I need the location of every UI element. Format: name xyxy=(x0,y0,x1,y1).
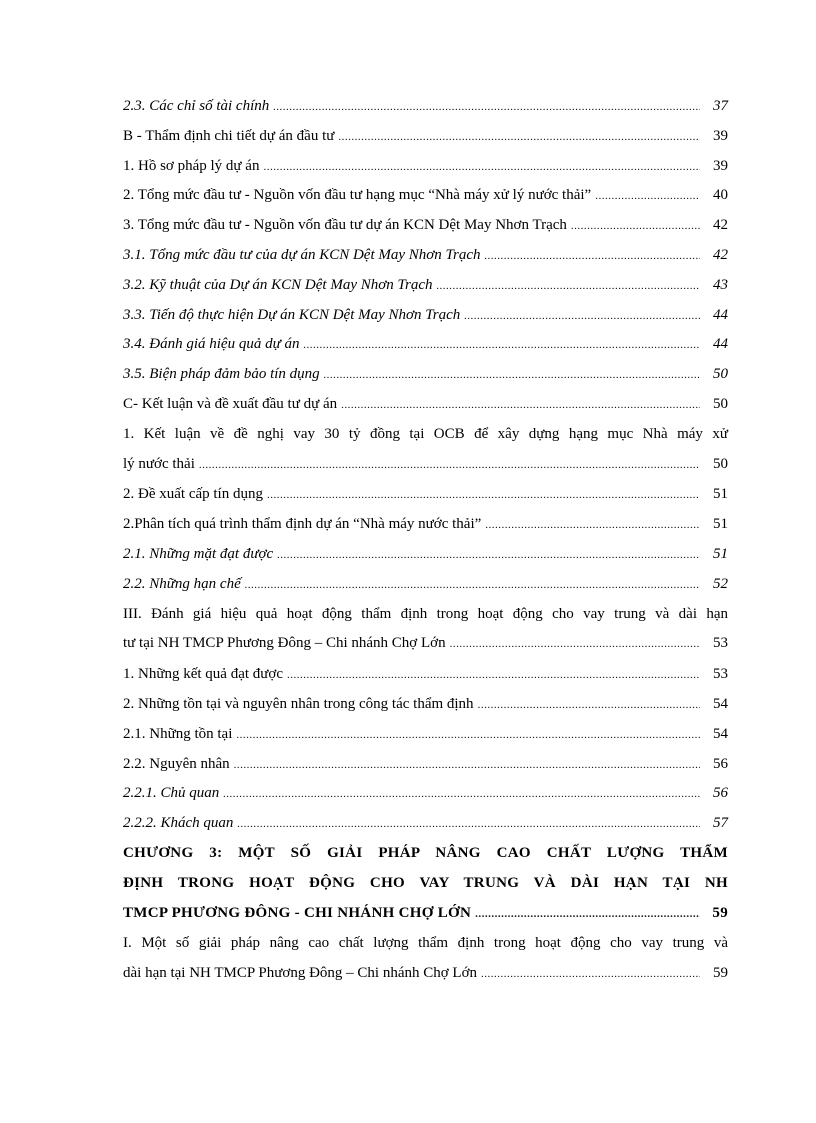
toc-leader-dots xyxy=(485,511,700,541)
toc-page-number: 53 xyxy=(713,635,728,652)
toc-page-number: 54 xyxy=(713,725,728,742)
toc-entry[interactable] xyxy=(123,181,728,211)
toc-leader-dots xyxy=(267,481,700,511)
toc-page-number: 57 xyxy=(713,815,728,832)
toc-entry-text: 2.2.2. Khách quan xyxy=(123,815,234,832)
toc-page-number: 54 xyxy=(713,695,728,712)
toc-leader-dots xyxy=(338,123,700,153)
toc-leader-dots xyxy=(277,541,700,571)
toc-leader-dots xyxy=(478,691,700,721)
toc-page-number: 42 xyxy=(713,246,728,263)
toc-leader-dots xyxy=(199,451,700,481)
toc-entry-text: 3. Tổng mức đầu tư - Nguồn vốn đầu tư dự án KCN Dệt May Nhơn Trạch xyxy=(123,217,567,234)
toc-entry[interactable] xyxy=(123,92,728,122)
toc-page-number: 51 xyxy=(713,516,728,533)
toc-entry-text: 3.5. Biện pháp đảm bảo tín dụng xyxy=(123,366,320,383)
toc-entry-text: 2. Đề xuất cấp tín dụng xyxy=(123,486,263,503)
toc-leader-dots xyxy=(245,571,700,601)
toc-leader-dots xyxy=(464,302,700,332)
toc-page-number: 51 xyxy=(713,486,728,503)
toc-entry[interactable] xyxy=(123,211,728,241)
toc-leader-dots xyxy=(341,391,700,421)
toc-page-number: 37 xyxy=(713,98,728,114)
toc-page-number: 44 xyxy=(713,306,728,323)
toc-page-number: 56 xyxy=(713,785,728,802)
toc-page-number: 50 xyxy=(713,366,728,383)
toc-entry-text: B - Thẩm định chi tiết dự án đầu tư xyxy=(123,127,335,144)
toc-leader-dots xyxy=(273,93,700,123)
toc-entry-text-line1: III. Đánh giá hiệu quả hoạt động thẩm định trong hoạt động cho vay trung và dài hạn xyxy=(123,605,728,622)
toc-entry-text-line2: tư tại NH TMCP Phương Đông – Chi nhánh Chợ Lớn xyxy=(123,635,446,652)
toc-page-number: 53 xyxy=(713,666,728,683)
toc-entry-text: 2.Phân tích quá trình thẩm định dự án “Nhà máy nước thải” xyxy=(123,516,482,533)
toc-page-number: 50 xyxy=(713,455,728,472)
toc-leader-dots xyxy=(485,242,700,272)
toc-entry[interactable] xyxy=(123,750,728,780)
toc-entry-loan-conclusion[interactable] xyxy=(123,420,728,481)
chapter-title-line3: TMCP PHƯƠNG ĐÔNG - CHI NHÁNH CHỢ LỚN xyxy=(123,904,472,921)
toc-leader-dots xyxy=(481,960,700,990)
toc-page-number: 51 xyxy=(713,545,728,562)
toc-chapter-heading[interactable] xyxy=(123,839,728,929)
toc-entry[interactable] xyxy=(123,570,728,600)
toc-entry-text: 3.3. Tiến độ thực hiện Dự án KCN Dệt May Nhơn Trạch xyxy=(123,306,461,323)
toc-page-number: 44 xyxy=(713,336,728,353)
toc-entry[interactable] xyxy=(123,540,728,570)
toc-leader-dots xyxy=(475,900,700,930)
toc-entry-evaluation[interactable] xyxy=(123,600,728,661)
toc-entry-text: 2.2. Những hạn chế xyxy=(123,575,241,592)
toc-leader-dots xyxy=(437,272,700,302)
toc-entry[interactable] xyxy=(123,720,728,750)
toc-entry-text: 3.2. Kỹ thuật của Dự án KCN Dệt May Nhơn Trạch xyxy=(123,276,433,293)
toc-leader-dots xyxy=(237,810,700,840)
toc-leader-dots xyxy=(571,212,700,242)
toc-entry-text: 2. Những tồn tại và nguyên nhân trong công tác thẩm định xyxy=(123,695,474,712)
toc-entry-text-line1: I. Một số giải pháp nâng cao chất lượng thẩm định trong hoạt động cho vay trung và xyxy=(123,935,728,952)
toc-entry[interactable] xyxy=(123,330,728,360)
toc-entry-text: 2.1. Những tồn tại xyxy=(123,725,233,742)
toc-entry-text: 3.1. Tổng mức đầu tư của dự án KCN Dệt May Nhơn Trạch xyxy=(123,246,481,263)
toc-entry[interactable] xyxy=(123,390,728,420)
toc-entry[interactable] xyxy=(123,510,728,540)
toc-entry-text-line1: 1. Kết luận về đề nghị vay 30 tỷ đồng tại OCB để xây dựng hạng mục Nhà máy xử xyxy=(123,425,728,442)
toc-entry-text: 2. Tổng mức đầu tư - Nguồn vốn đầu tư hạng mục “Nhà máy xử lý nước thải” xyxy=(123,187,592,204)
toc-entry-text-line2: dài hạn tại NH TMCP Phương Đông – Chi nhánh Chợ Lớn xyxy=(123,965,478,982)
toc-entry[interactable] xyxy=(123,690,728,720)
toc-entry-text: 2.1. Những mặt đạt được xyxy=(123,545,274,562)
toc-entry-text: 2.2. Nguyên nhân xyxy=(123,755,230,772)
toc-page-number: 56 xyxy=(713,755,728,772)
toc-entry[interactable] xyxy=(123,480,728,510)
toc-entry-text: C- Kết luận và đề xuất đầu tư dự án xyxy=(123,395,338,412)
toc-page-number: 39 xyxy=(713,127,728,144)
toc-entry[interactable] xyxy=(123,779,728,809)
toc-entry-text: 3.4. Đánh giá hiệu quả dự án xyxy=(123,336,300,353)
toc-leader-dots xyxy=(287,661,700,691)
toc-entry[interactable] xyxy=(123,301,728,331)
toc-page-number: 59 xyxy=(712,904,728,921)
toc-page-number: 50 xyxy=(713,395,728,412)
toc-leader-dots xyxy=(595,182,700,212)
toc-entry-text-line2: lý nước thải xyxy=(123,455,195,472)
toc-page-number: 39 xyxy=(713,157,728,174)
toc-entry[interactable] xyxy=(123,271,728,301)
toc-leader-dots xyxy=(223,780,700,810)
toc-entry[interactable] xyxy=(123,241,728,271)
chapter-title-line1: CHƯƠNG 3: MỘT SỐ GIẢI PHÁP NÂNG CAO CHẤT LƯỢNG THẨM xyxy=(123,844,728,861)
toc-leader-dots xyxy=(324,361,700,391)
chapter-title-line2: ĐỊNH TRONG HOẠT ĐỘNG CHO VAY TRUNG VÀ DÀI HẠN TẠI NH xyxy=(123,874,728,891)
toc-entry-text: 2.3. Các chỉ số tài chính xyxy=(123,98,270,114)
toc-page-number: 59 xyxy=(713,965,728,982)
toc-entry[interactable] xyxy=(123,660,728,690)
toc-entry[interactable] xyxy=(123,122,728,152)
toc-entry-text: 1. Hồ sơ pháp lý dự án xyxy=(123,157,260,174)
toc-entry[interactable] xyxy=(123,152,728,182)
table-of-contents xyxy=(123,92,728,990)
toc-page-number: 42 xyxy=(713,217,728,234)
toc-entry-text: 2.2.1. Chủ quan xyxy=(123,785,220,802)
toc-entry[interactable] xyxy=(123,809,728,839)
toc-leader-dots xyxy=(304,331,700,361)
toc-leader-dots xyxy=(263,153,700,183)
toc-entry-text: 1. Những kết quả đạt được xyxy=(123,666,283,683)
toc-entry[interactable] xyxy=(123,360,728,390)
toc-entry-solutions[interactable] xyxy=(123,929,728,990)
toc-leader-dots xyxy=(450,630,700,660)
toc-page-number: 52 xyxy=(713,575,728,592)
toc-leader-dots xyxy=(236,721,700,751)
toc-page-number: 40 xyxy=(713,187,728,204)
toc-leader-dots xyxy=(234,751,700,781)
toc-page-number: 43 xyxy=(713,276,728,293)
